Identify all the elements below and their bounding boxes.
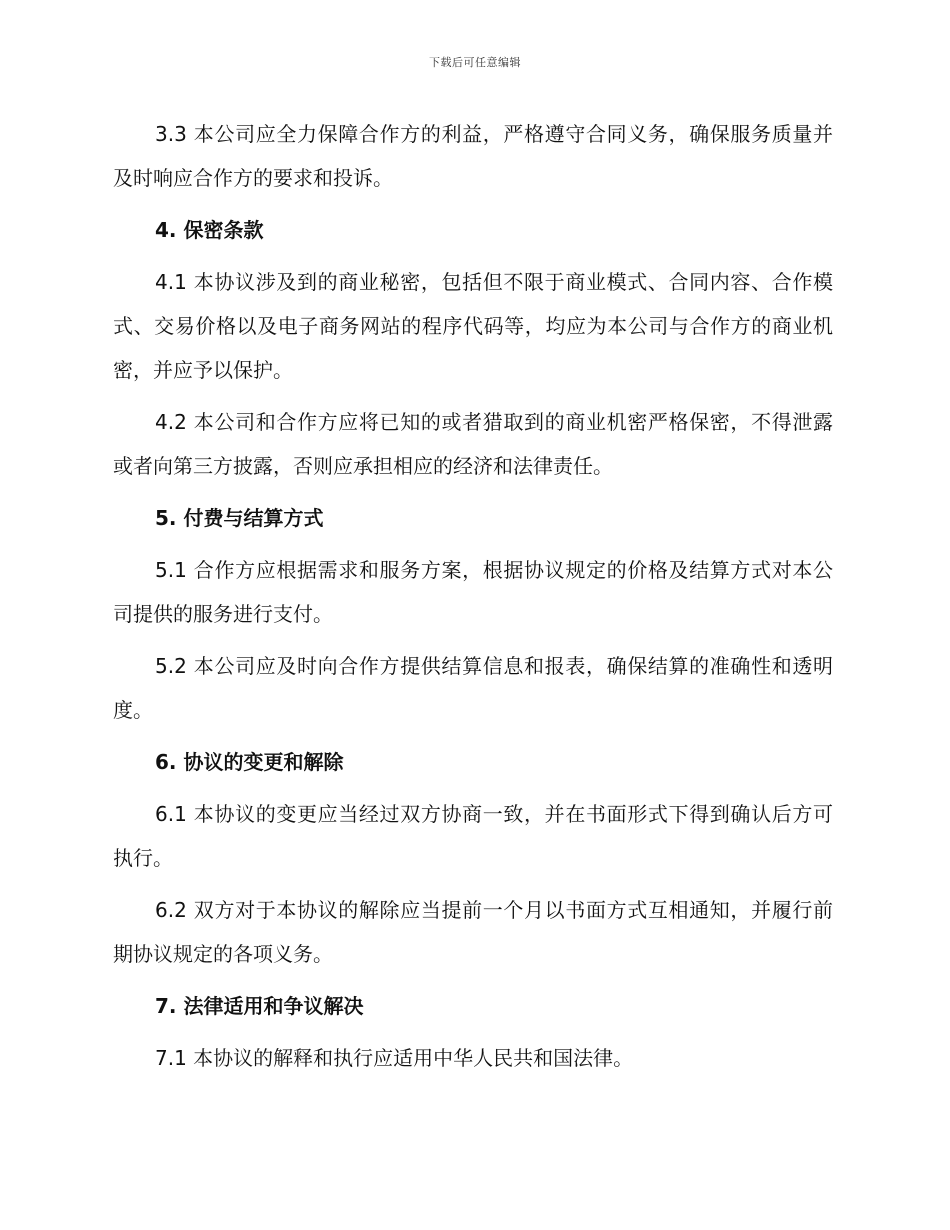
page-header: 下载后可任意编辑 [429, 56, 521, 69]
clause-4-1: 4.1 本协议涉及到的商业秘密，包括但不限于商业模式、合同内容、合作模式、交易价格以及电子商务网站的程序代码等，均应为本公司与合作方的商业机密，并应予以保护。 [113, 270, 833, 382]
clause-6-1: 6.1 本协议的变更应当经过双方协商一致，并在书面形式下得到确认后方可执行。 [113, 802, 833, 870]
section-heading-4: 4. 保密条款 [155, 218, 264, 242]
section-heading-5: 5. 付费与结算方式 [155, 506, 324, 530]
clause-3-3: 3.3 本公司应全力保障合作方的利益，严格遵守合同义务，确保服务质量并及时响应合作方的要求和投诉。 [113, 122, 833, 190]
document-body [113, 112, 833, 1088]
clause-5-1: 5.1 合作方应根据需求和服务方案，根据协议规定的价格及结算方式对本公司提供的服务进行支付。 [113, 558, 833, 626]
clause-5-2: 5.2 本公司应及时向合作方提供结算信息和报表，确保结算的准确性和透明度。 [113, 654, 833, 722]
section-heading-6: 6. 协议的变更和解除 [155, 750, 344, 774]
section-heading-7: 7. 法律适用和争议解决 [155, 994, 364, 1018]
clause-6-2: 6.2 双方对于本协议的解除应当提前一个月以书面方式互相通知，并履行前期协议规定的各项义务。 [113, 898, 833, 966]
clause-7-1: 7.1 本协议的解释和执行应适用中华人民共和国法律。 [155, 1046, 634, 1070]
clause-4-2: 4.2 本公司和合作方应将已知的或者猎取到的商业机密严格保密，不得泄露或者向第三方披露，否则应承担相应的经济和法律责任。 [113, 410, 833, 478]
